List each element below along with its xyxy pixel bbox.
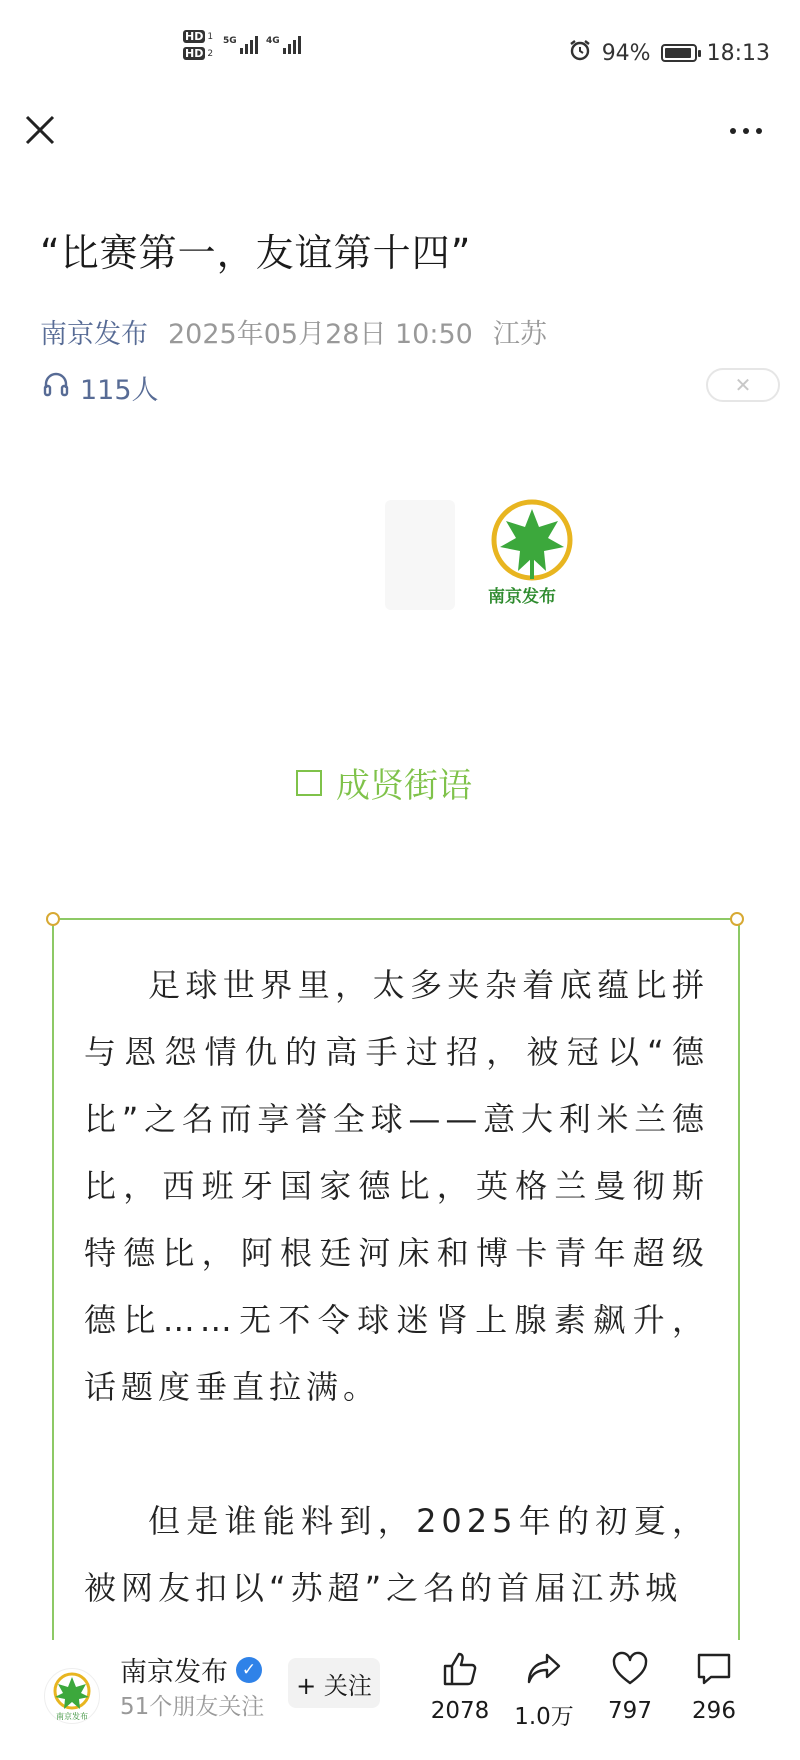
comment-count: 296: [692, 1698, 736, 1724]
more-icon[interactable]: [730, 128, 762, 134]
logo-text: 南京发布: [488, 587, 556, 607]
hd-badge-2: HD: [185, 47, 204, 60]
signal-bars-1-icon: [240, 36, 258, 54]
publish-location: 江苏: [492, 319, 547, 350]
status-right: [568, 38, 770, 68]
heart-icon: [611, 1650, 649, 1692]
headphones-icon: [42, 370, 70, 405]
paragraph-text-1: 足球世界里，太多夹杂着底蕴比拼与恩怨情仇的高手过招，被冠以“德比”之名而享誉全球——意大利米兰德比，西班牙国家德比，英格兰曼彻斯特德比，阿根廷河床和博卡青年超级德比……无不令球迷肾上腺素飙升，话题度垂直拉满。: [84, 966, 709, 1406]
paragraph-text-2: 但是谁能料到，2025年的初夏，被网友扣以“苏超”之名的首届江苏城: [84, 1502, 709, 1607]
friends-following: 51个朋友关注: [120, 1694, 265, 1720]
battery-icon: [661, 44, 697, 62]
account-name: 南京发布: [120, 1657, 228, 1688]
follow-button[interactable]: + 关注: [288, 1658, 380, 1708]
share-icon: [525, 1650, 563, 1692]
image-placeholder: [385, 500, 455, 610]
svg-text:南京发布: 南京发布: [56, 1712, 88, 1721]
share-button[interactable]: [502, 1650, 586, 1731]
sim-indicators: [183, 30, 213, 60]
signal-sim2: [266, 36, 301, 54]
hd-badge-1: HD: [185, 30, 204, 43]
clock: 18:13: [706, 40, 770, 66]
dismiss-button[interactable]: [706, 368, 780, 402]
comment-icon: [695, 1650, 733, 1692]
listen-button[interactable]: [42, 368, 159, 407]
article-title: “比赛第一，友谊第十四”: [40, 231, 472, 275]
verified-icon: ✓: [236, 1657, 262, 1683]
like-icon: [441, 1650, 479, 1692]
sim-slot-1: 1: [207, 31, 214, 42]
close-icon[interactable]: [22, 112, 58, 148]
network-type-1: 5G: [223, 36, 237, 46]
network-type-2: 4G: [266, 36, 280, 46]
publish-date: 2025年05月28日 10:50: [168, 319, 473, 350]
account-link[interactable]: 南京发布: [40, 319, 148, 350]
signal-bars-2-icon: [283, 36, 301, 54]
like-count: 2078: [430, 1698, 490, 1724]
column-heading: [296, 758, 472, 807]
article-paragraph-1: [84, 952, 709, 1421]
battery-percent: 94%: [601, 40, 651, 66]
favorite-button[interactable]: [588, 1650, 672, 1724]
like-button[interactable]: [418, 1650, 502, 1724]
avatar[interactable]: [44, 1668, 100, 1724]
sim-slot-2: 2: [207, 48, 214, 59]
article-meta: [40, 312, 547, 351]
frame-corner-right: [730, 912, 744, 926]
status-bar: [0, 0, 800, 110]
square-icon: [296, 770, 322, 796]
account-name-row[interactable]: [120, 1650, 262, 1689]
frame-corner-left: [46, 912, 60, 926]
close-small-icon: ✕: [734, 373, 752, 397]
listener-count: 115人: [80, 375, 159, 406]
nanjing-fabu-logo: [482, 495, 582, 595]
column-label: 成贤街语: [336, 766, 472, 806]
share-count: 1.0万: [514, 1704, 574, 1730]
alarm-icon: [568, 38, 592, 68]
comment-button[interactable]: [672, 1650, 756, 1724]
article-paragraph-2: [84, 1488, 709, 1622]
signal-sim1: [223, 36, 258, 54]
favorite-count: 797: [608, 1698, 652, 1724]
